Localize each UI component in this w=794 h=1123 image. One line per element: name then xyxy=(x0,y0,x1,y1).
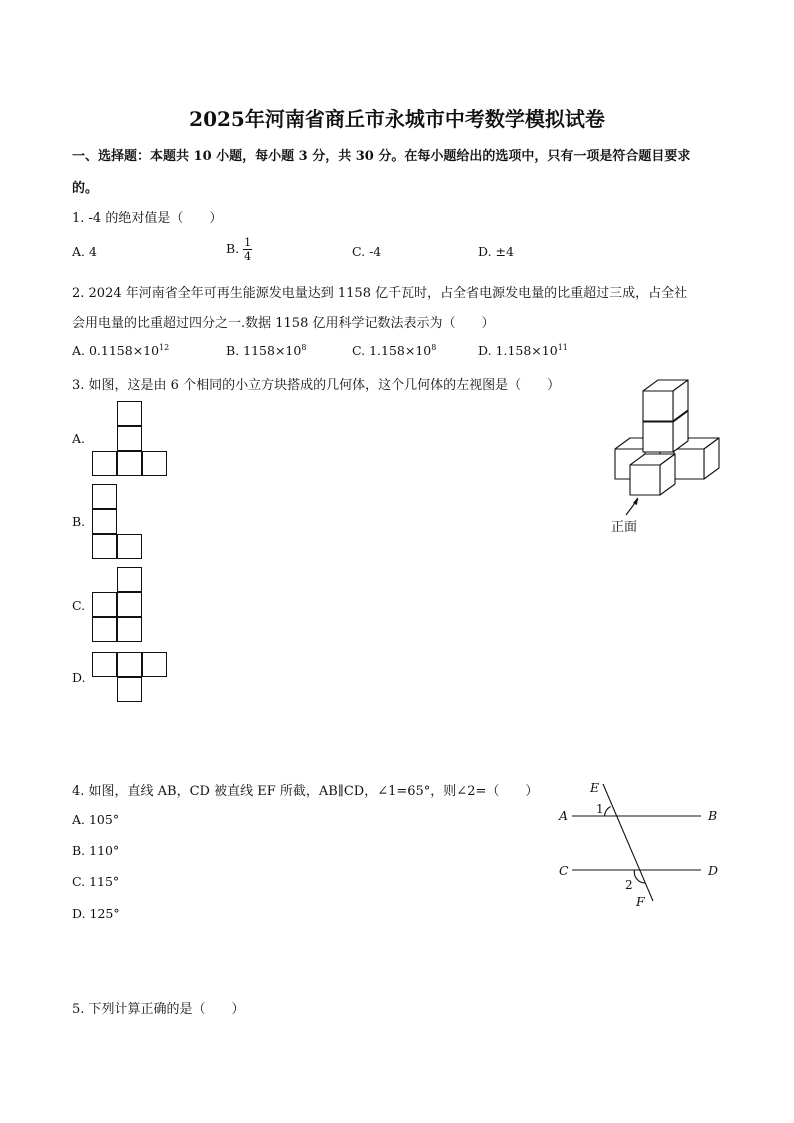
view-square xyxy=(92,652,117,677)
view-square xyxy=(117,652,142,677)
view-square xyxy=(92,484,117,509)
fraction-one-quarter xyxy=(243,236,252,263)
view-square xyxy=(117,677,142,702)
q2-option-a-exponent: 12 xyxy=(159,343,170,352)
q1-option-c[interactable]: C. -4 xyxy=(352,244,382,259)
view-square xyxy=(92,617,117,642)
front-label: 正面 xyxy=(611,520,638,535)
view-square xyxy=(92,451,117,476)
view-square xyxy=(117,534,142,559)
q2-option-d-exponent: 11 xyxy=(557,343,568,352)
view-square xyxy=(117,567,142,592)
q2-option-b-base: B. 1158×10 xyxy=(226,343,302,358)
view-square xyxy=(92,509,117,534)
question-2-line2: 会用电量的比重超过四分之一.数据 1158 亿用科学记数法表示为（ ） xyxy=(72,316,495,331)
q1-option-a[interactable]: A. 4 xyxy=(72,244,97,259)
view-square xyxy=(92,592,117,617)
q3-option-c-label[interactable]: C. xyxy=(72,598,86,613)
question-2-line1: 2. 2024 年河南省全年可再生能源发电量达到 1158 亿千瓦时，占全省电源发电量的比重超过三成，占全社 xyxy=(72,286,688,301)
cube-stack-top xyxy=(643,380,688,421)
page-title: 2025年河南省商丘市永城市中考数学模拟试卷 xyxy=(189,107,605,131)
view-square xyxy=(142,451,167,476)
label-f: F xyxy=(636,894,645,909)
view-square xyxy=(142,652,167,677)
label-e: E xyxy=(590,780,600,795)
q4-option-d[interactable]: D. 125° xyxy=(72,906,120,921)
q3-option-a-view[interactable] xyxy=(92,401,168,477)
q4-option-b[interactable]: B. 110° xyxy=(72,843,120,858)
fraction-numerator: 1 xyxy=(244,236,252,249)
q2-option-c-base: C. 1.158×10 xyxy=(352,343,432,358)
cube-front xyxy=(630,454,675,495)
fraction-denominator: 4 xyxy=(244,250,252,263)
q3-cube-figure xyxy=(605,370,735,542)
section-instructions-line1: 一、选择题：本题共 10 小题，每小题 3 分，共 30 分。在每小题给出的选项中，只有一项是符合题目要求 xyxy=(72,149,691,164)
q2-option-c-exponent: 8 xyxy=(431,343,437,352)
q3-option-d-view[interactable] xyxy=(92,652,168,704)
view-square xyxy=(117,617,142,642)
q3-option-b-label[interactable]: B. xyxy=(72,514,86,529)
q4-option-c[interactable]: C. 115° xyxy=(72,874,120,889)
q2-option-c[interactable] xyxy=(352,343,436,358)
angle-1-arc xyxy=(605,807,611,817)
q2-option-a[interactable] xyxy=(72,343,169,358)
question-1-stem: 1. -4 的绝对值是（ ） xyxy=(72,211,223,226)
view-square xyxy=(117,451,142,476)
angle-1-label: 1 xyxy=(596,802,604,816)
q1-option-b[interactable] xyxy=(226,236,252,263)
q3-option-b-view[interactable] xyxy=(92,484,144,560)
q3-option-c-view[interactable] xyxy=(92,567,144,643)
q2-option-d-base: D. 1.158×10 xyxy=(478,343,558,358)
q4-option-a[interactable]: A. 105° xyxy=(72,812,120,827)
q2-option-d[interactable] xyxy=(478,343,568,358)
q3-option-a-label[interactable]: A. xyxy=(72,431,86,446)
angle-2-arc xyxy=(634,870,645,883)
q1-option-b-prefix: B. xyxy=(226,241,240,256)
section-instructions-line2: 的。 xyxy=(72,181,99,196)
q1-option-d[interactable]: D. ±4 xyxy=(478,244,514,259)
label-c: C xyxy=(559,863,569,878)
question-3-stem: 3. 如图，这是由 6 个相同的小立方块搭成的几何体，这个几何体的左视图是（ ） xyxy=(72,378,561,393)
label-b: B xyxy=(708,808,718,823)
view-square xyxy=(117,401,142,426)
view-square xyxy=(117,592,142,617)
angle-2-label: 2 xyxy=(625,878,633,892)
label-d: D xyxy=(708,863,719,878)
label-a: A xyxy=(559,808,569,823)
q3-option-d-label[interactable]: D. xyxy=(72,670,86,685)
q2-option-a-base: A. 0.1158×10 xyxy=(72,343,160,358)
q2-option-b[interactable] xyxy=(226,343,306,358)
q2-option-b-exponent: 8 xyxy=(301,343,307,352)
question-4-stem: 4. 如图，直线 AB，CD 被直线 EF 所截，AB∥CD，∠1=65°，则∠2=（ ） xyxy=(72,784,539,799)
question-5-stem: 5. 下列计算正确的是（ ） xyxy=(72,1002,245,1017)
view-square xyxy=(117,426,142,451)
q4-parallel-lines-figure xyxy=(555,776,725,912)
view-square xyxy=(92,534,117,559)
